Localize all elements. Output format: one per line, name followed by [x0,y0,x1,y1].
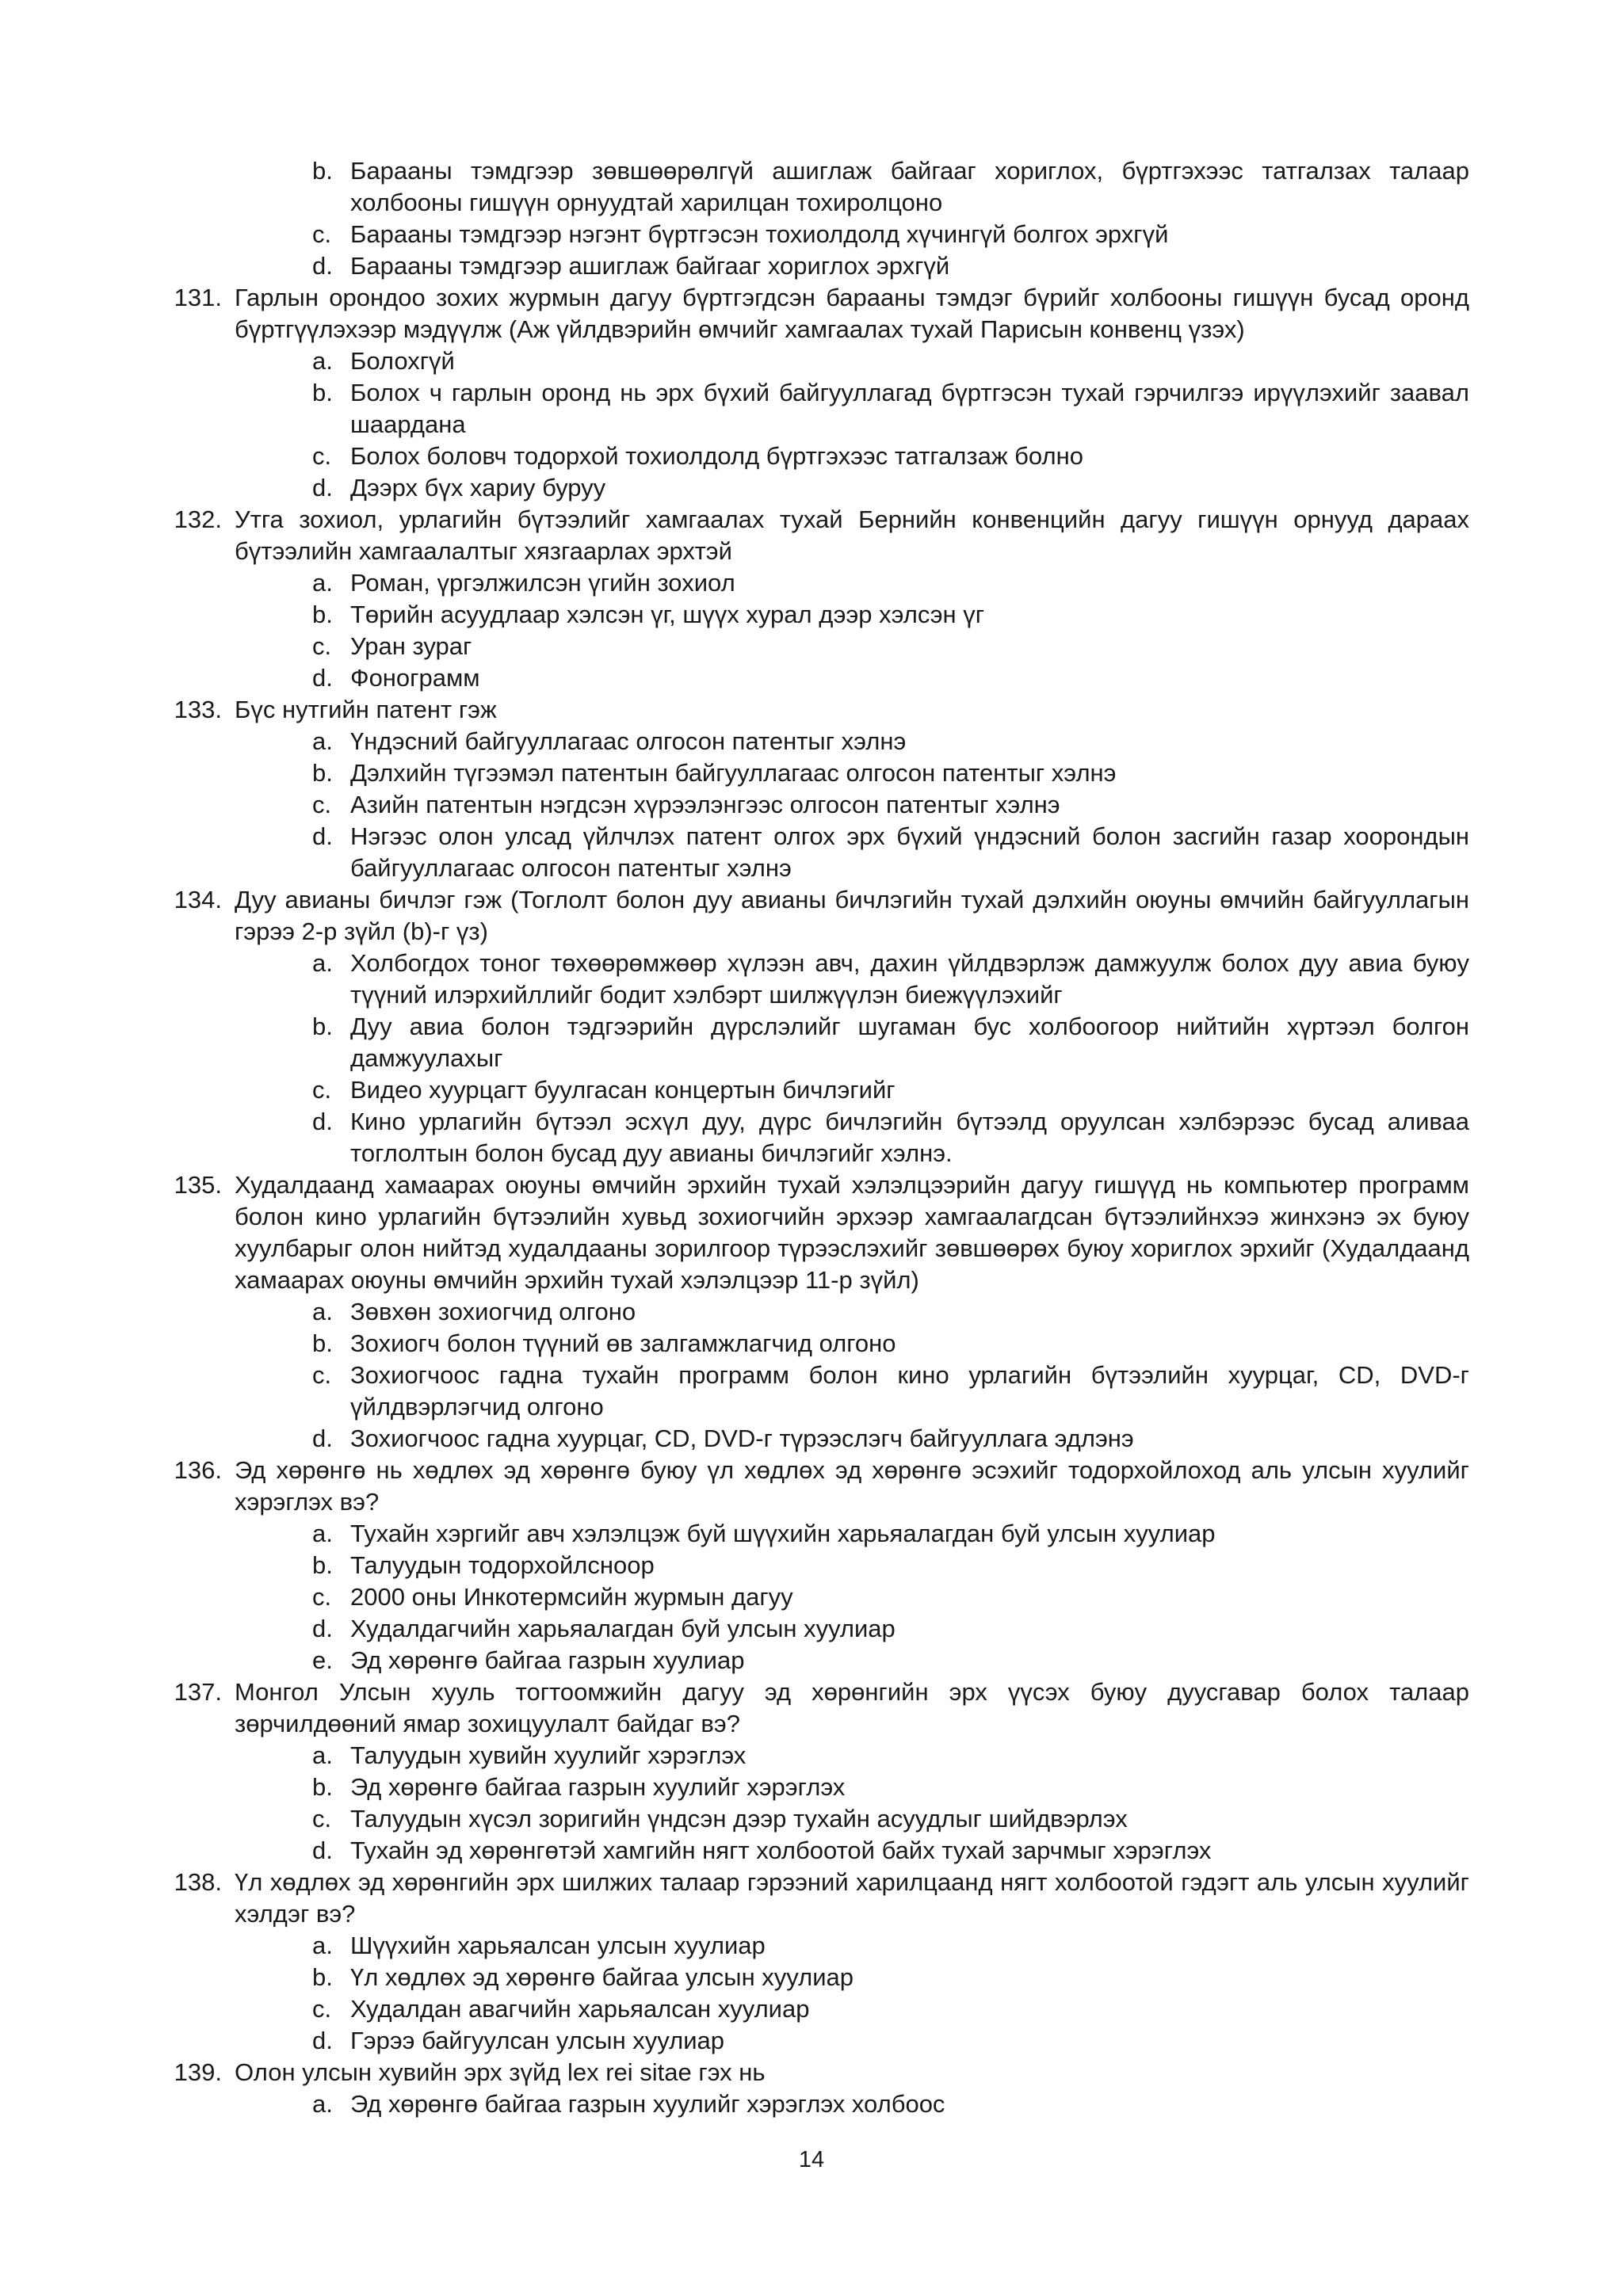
option-text: Видео хуурцагт буулгасан концертын бичлэгийг [350,1076,896,1104]
option-letter: c. [312,1995,332,2023]
option-letter: b. [312,601,333,628]
option-item [235,219,1469,250]
option-text: Нэгээс олон улсад үйлчлэх патент олгох эрх бүхий үндэсний болон засгийн газар хоорондын байгууллагаас олгосон патентыг хэлнэ [350,822,1469,882]
question-number: 138. [174,1868,222,1896]
question-item [174,694,1469,884]
option-text: Барааны тэмдгээр зөвшөөрөлгүй ашиглаж байгааг хориглох, бүртгэхээс татгалзах талаар холбооны гишүүн орнуудтай харилцан тохиролцоно [350,157,1469,216]
question-text: Гарлын орондоо зохих журмын дагуу бүртгэгдсэн барааны тэмдэг бүрийг холбооны гишүүн бусад оронд бүртгүүлэхээр мэдүүлж (Аж үйлдвэрийн өмчийг хамгаалах тухай Парисын конвенц үзэх) [235,284,1469,343]
option-letter: c. [312,1076,332,1104]
option-letter: c. [312,1583,332,1611]
option-item [235,1645,1469,1676]
questions-container [174,282,1469,2120]
option-list [235,948,1469,1169]
option-text: Болохгүй [350,347,455,375]
option-item [235,1803,1469,1835]
option-item [235,1074,1469,1106]
question-number: 135. [174,1171,222,1199]
option-list [235,2088,1469,2120]
question-number: 133. [174,696,222,723]
option-text: Талуудын хувийн хуулийг хэрэглэх [350,1741,747,1769]
option-item [235,377,1469,441]
option-item [235,1962,1469,1993]
question-item [174,1169,1469,1455]
option-list [235,1296,1469,1455]
option-letter: d. [312,664,333,692]
option-text: Фонограмм [350,664,480,692]
option-list [235,1518,1469,1676]
option-text: Худалдан авагчийн харьяалсан хуулиар [350,1995,810,2023]
option-item [235,948,1469,1011]
question-item [174,884,1469,1169]
option-letter: b. [312,759,333,787]
option-list [235,567,1469,694]
option-item [235,250,1469,282]
option-item [235,1328,1469,1360]
option-list [235,726,1469,884]
option-text: Зохиогчоос гадна тухайн программ болон кино урлагийн бүтээлийн хуурцаг, CD, DVD-г үйлдвэрлэгчид олгоно [350,1361,1469,1421]
continued-options [235,155,1469,282]
question-item [174,1455,1469,1676]
question-item [174,1867,1469,2057]
option-item [235,726,1469,757]
option-text: Холбогдох тоног төхөөрөмжөөр хүлээн авч, дахин үйлдвэрлэж дамжуулж болох дуу авиа буюу түүний илэрхийллийг бодит хэлбэрт шилжүүлэн биежүүлэхийг [350,949,1469,1009]
option-text: Кино урлагийн бүтээл эсхүл дуу, дүрс бичлэгийн бүтээлд оруулсан хэлбэрээс бусад аливаа тоглолтын болон бусад дуу авианы бичлэгийг хэлнэ. [350,1108,1469,1167]
option-text: Барааны тэмдгээр ашиглаж байгааг хориглох эрхгүй [350,252,950,280]
option-letter: c. [312,220,332,248]
question-text: Худалдаанд хамаарах оюуны өмчийн эрхийн тухай хэлэлцээрийн дагуу гишүүд нь компьютер программ болон кино урлагийн бүтээлийн хувьд зохиогчийн эрхээр хамгаалагдсан бүтээлийнхээ жинхэнэ эх буюу хуулбарыг олон нийтэд худалдааны зорилгоор түрээслэхийг зөвшөөрөх буюу хориглох эрхийг (Худалдаанд хамаарах оюуны өмчийн эрхийн тухай хэлэлцээр 11-р зүйл) [235,1171,1469,1294]
option-letter: b. [312,1013,333,1040]
question-list [174,155,1469,2120]
option-item [235,1740,1469,1772]
option-list [235,345,1469,504]
option-letter: a. [312,727,333,755]
option-letter: e. [312,1646,333,1674]
question-text: Эд хөрөнгө нь хөдлөх эд хөрөнгө буюу үл хөдлөх эд хөрөнгө эсэхийг тодорхойлоход аль улсын хуулийг хэрэглэх вэ? [235,1456,1469,1516]
option-item [235,1835,1469,1867]
option-letter: c. [312,632,332,660]
option-text: Барааны тэмдгээр нэгэнт бүртгэсэн тохиолдолд хүчингүй болгох эрхгүй [350,220,1169,248]
option-text: Дуу авиа болон тэдгээрийн дүрслэлийг шугаман бус холбоогоор нийтийн хүртээл болгон дамжуулахыг [350,1013,1469,1072]
option-letter: b. [312,1773,333,1801]
option-letter: d. [312,2027,333,2054]
option-letter: a. [312,2090,333,2118]
option-letter: c. [312,1805,332,1833]
option-text: Үл хөдлөх эд хөрөнгө байгаа улсын хуулиар [350,1963,854,1991]
option-letter: d. [312,1615,333,1642]
option-letter: d. [312,252,333,280]
option-item [235,1360,1469,1423]
option-item [235,631,1469,662]
option-letter: d. [312,1836,333,1864]
option-text: Шүүхийн харьяалсан улсын хуулиар [350,1932,766,1959]
option-item [235,599,1469,631]
option-item [235,1106,1469,1169]
option-item [235,155,1469,219]
option-text: Эд хөрөнгө байгаа газрын хуулиар [350,1646,745,1674]
option-letter: a. [312,1932,333,1959]
option-text: Үндэсний байгууллагаас олгосон патентыг хэлнэ [350,727,907,755]
option-item [235,1930,1469,1962]
option-text: 2000 оны Инкотермсийн журмын дагуу [350,1583,793,1611]
option-list [235,1740,1469,1867]
option-item [235,472,1469,504]
option-letter: a. [312,1298,333,1325]
option-text: Талуудын хүсэл зоригийн үндсэн дээр тухайн асуудлыг шийдвэрлэх [350,1805,1128,1833]
option-text: Болох боловч тодорхой тохиолдолд бүртгэхээс татгалзаж болно [350,442,1083,470]
option-item [235,1550,1469,1581]
option-letter: a. [312,347,333,375]
question-number: 139. [174,2058,222,2086]
option-item [235,789,1469,821]
option-text: Талуудын тодорхойлсноор [350,1551,655,1579]
option-letter: a. [312,569,333,597]
question-text: Дуу авианы бичлэг гэж (Тоглолт болон дуу авианы бичлэгийн тухай дэлхийн оюуны өмчийн байгууллагын гэрээ 2-р зүйл (b)-г үз) [235,886,1469,945]
option-text: Зохиогч болон түүний өв залгамжлагчид олгоно [350,1329,896,1357]
option-letter: d. [312,822,333,850]
option-letter: a. [312,1741,333,1769]
option-list [235,1930,1469,2057]
question-text: Олон улсын хувийн эрх зүйд lex rei sitae гэх нь [235,2058,766,2086]
question-text: Бүс нутгийн патент гэж [235,696,497,723]
option-item [235,1518,1469,1550]
question-number: 132. [174,505,222,533]
option-letter: c. [312,442,332,470]
option-item [235,1423,1469,1455]
option-item [235,2025,1469,2057]
option-text: Дэлхийн түгээмэл патентын байгууллагаас олгосон патентыг хэлнэ [350,759,1117,787]
option-text: Уран зураг [350,632,472,660]
option-letter: b. [312,379,333,406]
option-letter: b. [312,1551,333,1579]
question-number: 134. [174,886,222,913]
option-item [235,1581,1469,1613]
question-item [174,2057,1469,2120]
option-item [235,662,1469,694]
option-letter: d. [312,474,333,502]
page-number: 14 [798,2147,825,2172]
option-item [235,2088,1469,2120]
option-letter: b. [312,1329,333,1357]
question-item [174,282,1469,504]
question-text: Үл хөдлөх эд хөрөнгийн эрх шилжих талаар гэрээний харилцаанд нягт холбоотой гэдэгт аль улсын хуулийг хэлдэг вэ? [235,1868,1469,1928]
question-text: Монгол Улсын хууль тогтоомжийн дагуу эд хөрөнгийн эрх үүсэх буюу дуусгавар болох талаар зөрчилдөөний ямар зохицуулалт байдаг вэ? [235,1678,1469,1737]
option-item [235,1011,1469,1074]
option-item [235,821,1469,884]
option-letter: d. [312,1425,333,1452]
option-text: Тухайн хэргийг авч хэлэлцэж буй шүүхийн харьяалагдан буй улсын хуулиар [350,1520,1216,1547]
question-number: 131. [174,284,222,311]
option-text: Зөвхөн зохиогчид олгоно [350,1298,636,1325]
option-text: Азийн патентын нэгдсэн хүрээлэнгээс олгосон патентыг хэлнэ [350,791,1060,818]
option-item [235,1613,1469,1645]
option-item [235,1772,1469,1803]
question-number: 137. [174,1678,222,1706]
option-text: Зохиогчоос гадна хуурцаг, CD, DVD-г түрээслэгч байгууллага эдлэнэ [350,1425,1134,1452]
option-text: Дээрх бүх хариу буруу [350,474,606,502]
option-item [235,345,1469,377]
option-text: Эд хөрөнгө байгаа газрын хуулийг хэрэглэх [350,1773,846,1801]
question-item [174,1676,1469,1867]
option-item [235,757,1469,789]
option-text: Төрийн асуудлаар хэлсэн үг, шүүх хурал дээр хэлсэн үг [350,601,985,628]
option-item [235,1993,1469,2025]
option-letter: c. [312,1361,332,1389]
option-letter: a. [312,1520,333,1547]
option-letter: d. [312,1108,333,1135]
option-letter: b. [312,1963,333,1991]
option-letter: b. [312,157,333,185]
option-text: Гэрээ байгуулсан улсын хуулиар [350,2027,725,2054]
option-text: Болох ч гарлын оронд нь эрх бүхий байгууллагад бүртгэсэн тухай гэрчилгээ ирүүлэхийг заавал шаардана [350,379,1469,438]
question-number: 136. [174,1456,222,1484]
option-text: Эд хөрөнгө байгаа газрын хуулийг хэрэглэх холбоос [350,2090,945,2118]
option-item [235,441,1469,472]
question-text: Утга зохиол, урлагийн бүтээлийг хамгаалах тухай Бернийн конвенцийн дагуу гишүүн орнууд дараах бүтээлийн хамгаалалтыг хязгаарлах эрхтэй [235,505,1469,565]
option-text: Тухайн эд хөрөнгөтэй хамгийн нягт холбоотой байх тухай зарчмыг хэрэглэх [350,1836,1212,1864]
option-item [235,567,1469,599]
option-item [235,1296,1469,1328]
question-item [174,504,1469,694]
option-text: Роман, үргэлжилсэн үгийн зохиол [350,569,735,597]
option-text: Худалдагчийн харьяалагдан буй улсын хуулиар [350,1615,896,1642]
option-letter: c. [312,791,332,818]
option-letter: a. [312,949,333,977]
